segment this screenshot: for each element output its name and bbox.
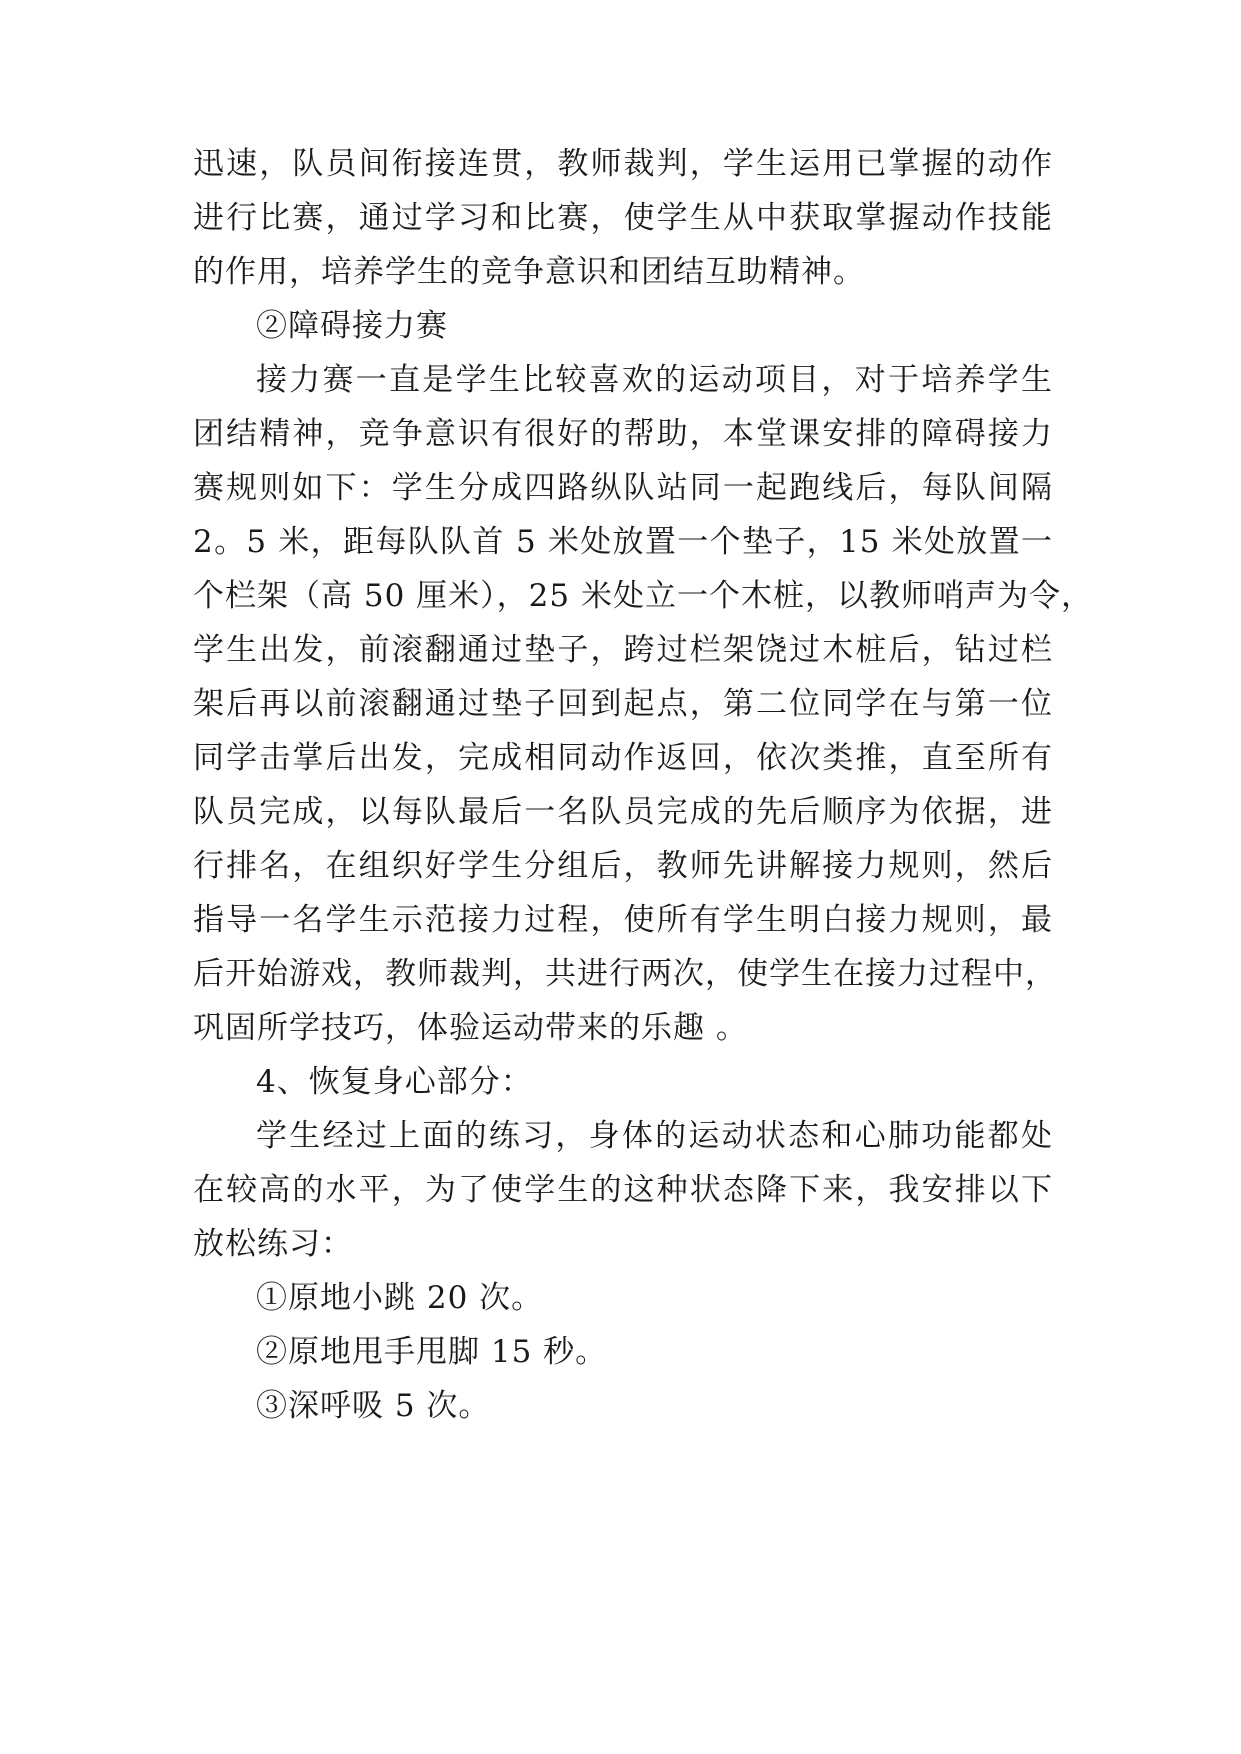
text-line-17: 巩固所学技巧，体验运动带来的乐趣 。 <box>193 1010 748 1046</box>
text-line-15: 指导一名学生示范接力过程，使所有学生明白接力规则，最 <box>193 902 1053 938</box>
section-heading-recovery: 4、恢复身心部分： <box>256 1064 533 1100</box>
text-line-10: 学生出发，前滚翻通过垫子，跨过栏架饶过木桩后，钻过栏 <box>193 632 1053 668</box>
text-line-8: 2。5 米，距每队队首 5 米处放置一个垫子，15 米处放置一 <box>193 524 1053 560</box>
text-line-5: 接力赛一直是学生比较喜欢的运动项目，对于培养学生 <box>256 362 1053 398</box>
text-line-12: 同学击掌后出发，完成相同动作返回，依次类推，直至所有 <box>193 740 1053 776</box>
text-line-1: 迅速，队员间衔接连贯，教师裁判，学生运用已掌握的动作 <box>193 146 1053 182</box>
list-item-2: ②原地甩手甩脚 15 秒。 <box>256 1334 608 1370</box>
text-line-20: 在较高的水平，为了使学生的这种状态降下来，我安排以下 <box>193 1172 1053 1208</box>
text-line-6: 团结精神，竞争意识有很好的帮助，本堂课安排的障碍接力 <box>193 416 1053 452</box>
text-line-9: 个栏架（高 50 厘米），25 米处立一个木桩，以教师哨声为令， <box>193 578 1093 614</box>
list-item-1: ①原地小跳 20 次。 <box>256 1280 544 1316</box>
text-line-13: 队员完成，以每队最后一名队员完成的先后顺序为依据，进 <box>193 794 1053 830</box>
section-heading-relay: ②障碍接力赛 <box>256 308 448 344</box>
text-line-19: 学生经过上面的练习，身体的运动状态和心肺功能都处 <box>256 1118 1053 1154</box>
text-line-11: 架后再以前滚翻通过垫子回到起点，第二位同学在与第一位 <box>193 686 1053 722</box>
text-line-7: 赛规则如下：学生分成四路纵队站同一起跑线后，每队间隔 <box>193 470 1053 506</box>
text-line-2: 进行比赛，通过学习和比赛，使学生从中获取掌握动作技能 <box>193 200 1053 236</box>
text-line-14: 行排名，在组织好学生分组后，教师先讲解接力规则，然后 <box>193 848 1053 884</box>
text-line-21: 放松练习： <box>193 1226 353 1262</box>
text-line-16: 后开始游戏，教师裁判，共进行两次，使学生在接力过程中， <box>193 956 1057 992</box>
text-line-3: 的作用，培养学生的竞争意识和团结互助精神。 <box>193 254 865 290</box>
list-item-3: ③深呼吸 5 次。 <box>256 1388 491 1424</box>
